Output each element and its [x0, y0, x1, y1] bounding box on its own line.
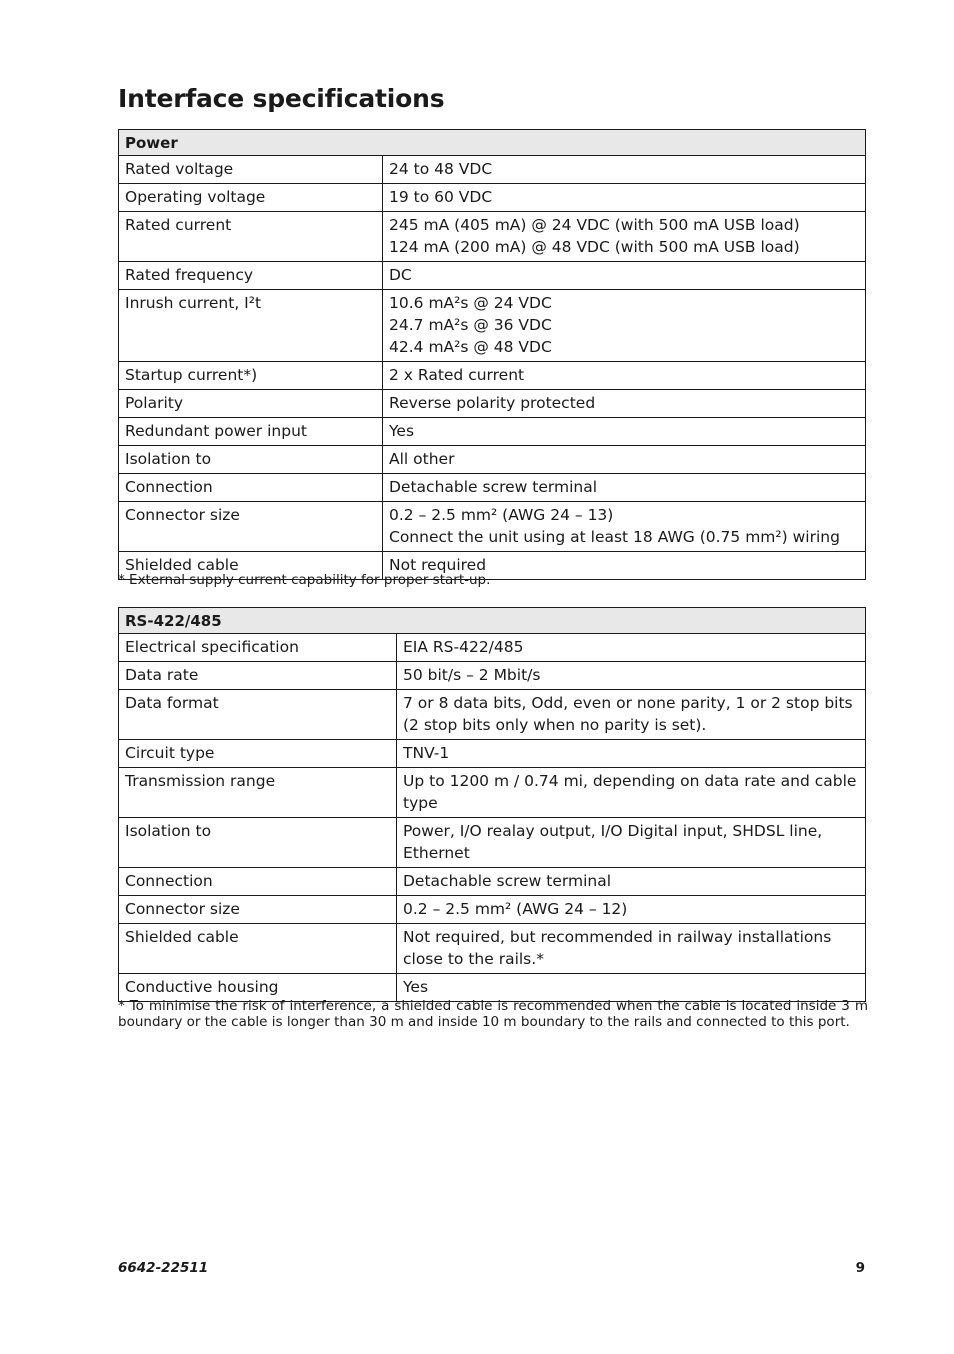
- spec-label: Connection: [119, 474, 383, 502]
- rs-table-header: RS-422/485: [119, 608, 866, 634]
- spec-label: Connection: [119, 868, 397, 896]
- spec-label: Connector size: [119, 502, 383, 552]
- page-number: 9: [855, 1260, 865, 1276]
- spec-value: Power, I/O realay output, I/O Digital input, SHDSL line, Ethernet: [397, 818, 866, 868]
- spec-label: Conductive housing: [119, 974, 397, 1002]
- table-row: [119, 868, 866, 896]
- spec-label: Inrush current, I²t: [119, 290, 383, 362]
- spec-label: Rated voltage: [119, 156, 383, 184]
- table-row: [119, 740, 866, 768]
- power-table-header-row: [119, 130, 866, 156]
- spec-value-line: 19 to 60 VDC: [389, 188, 493, 206]
- spec-value-line: Detachable screw terminal: [389, 478, 598, 496]
- table-row: [119, 262, 866, 290]
- spec-value: 7 or 8 data bits, Odd, even or none parity, 1 or 2 stop bits (2 stop bits only when no parity is set).: [397, 690, 866, 740]
- spec-label: Startup current*): [119, 362, 383, 390]
- spec-value-line: DC: [389, 266, 412, 284]
- spec-value-line: 42.4 mA²s @ 48 VDC: [389, 338, 552, 356]
- spec-value: [383, 212, 866, 262]
- spec-value-line: Connect the unit using at least 18 AWG (0.75 mm²) wiring: [389, 528, 840, 546]
- spec-label: Operating voltage: [119, 184, 383, 212]
- table-row: [119, 290, 866, 362]
- page-title: Interface specifications: [118, 84, 445, 113]
- spec-label: Data rate: [119, 662, 397, 690]
- spec-value: [383, 290, 866, 362]
- spec-value-line: Yes: [389, 422, 415, 440]
- spec-value: [383, 156, 866, 184]
- spec-value-line: 124 mA (200 mA) @ 48 VDC (with 500 mA USB load): [389, 238, 800, 256]
- spec-label: Rated frequency: [119, 262, 383, 290]
- table-row: [119, 924, 866, 974]
- spec-value: Not required, but recommended in railway installations close to the rails.*: [397, 924, 866, 974]
- table-row: [119, 896, 866, 924]
- rs-spec-table: [118, 607, 866, 1002]
- spec-value: [383, 474, 866, 502]
- table-row: [119, 662, 866, 690]
- spec-value-line: 10.6 mA²s @ 24 VDC: [389, 294, 552, 312]
- spec-value: 0.2 – 2.5 mm² (AWG 24 – 12): [397, 896, 866, 924]
- power-footnote: * External supply current capability for proper start-up.: [118, 572, 491, 588]
- spec-value: Detachable screw terminal: [397, 868, 866, 896]
- table-row: [119, 184, 866, 212]
- spec-value: [383, 502, 866, 552]
- rs-table-header-row: [119, 608, 866, 634]
- table-row: [119, 212, 866, 262]
- spec-label: Shielded cable: [119, 552, 383, 580]
- spec-label: Shielded cable: [119, 924, 397, 974]
- power-spec-table: [118, 129, 866, 580]
- spec-value: [383, 262, 866, 290]
- spec-value-line: 2 x Rated current: [389, 366, 525, 384]
- spec-value: Up to 1200 m / 0.74 mi, depending on data rate and cable type: [397, 768, 866, 818]
- spec-label: Connector size: [119, 896, 397, 924]
- table-row: [119, 502, 866, 552]
- spec-value-line: 24.7 mA²s @ 36 VDC: [389, 316, 552, 334]
- rs-footnote: * To minimise the risk of interference, a shielded cable is recommended when the cable is located inside 3 m boundary or the cable is longer than 30 m and inside 10 m boundary to the rails and connected to this port.: [118, 998, 868, 1030]
- table-row: [119, 362, 866, 390]
- spec-label: Circuit type: [119, 740, 397, 768]
- spec-label: Polarity: [119, 390, 383, 418]
- spec-value-line: 0.2 – 2.5 mm² (AWG 24 – 13): [389, 506, 614, 524]
- table-row: [119, 156, 866, 184]
- table-row: [119, 390, 866, 418]
- table-row: [119, 818, 866, 868]
- document-number: 6642-22511: [118, 1260, 209, 1276]
- spec-value: [383, 362, 866, 390]
- spec-value-line: All other: [389, 450, 455, 468]
- table-row: [119, 446, 866, 474]
- spec-value: [383, 390, 866, 418]
- spec-label: Electrical specification: [119, 634, 397, 662]
- spec-label: Data format: [119, 690, 397, 740]
- spec-value-line: 24 to 48 VDC: [389, 160, 493, 178]
- spec-value: TNV-1: [397, 740, 866, 768]
- table-row: [119, 474, 866, 502]
- spec-value: [383, 446, 866, 474]
- spec-value: [383, 184, 866, 212]
- table-row: [119, 634, 866, 662]
- spec-label: Rated current: [119, 212, 383, 262]
- power-table-header: Power: [119, 130, 866, 156]
- spec-value: 50 bit/s – 2 Mbit/s: [397, 662, 866, 690]
- spec-value: Yes: [397, 974, 866, 1002]
- spec-label: Isolation to: [119, 446, 383, 474]
- spec-value-line: Reverse polarity protected: [389, 394, 596, 412]
- table-row: [119, 768, 866, 818]
- spec-value-line: Not required: [389, 556, 487, 574]
- spec-value: [383, 418, 866, 446]
- spec-value-line: 245 mA (405 mA) @ 24 VDC (with 500 mA USB load): [389, 216, 800, 234]
- spec-value: EIA RS-422/485: [397, 634, 866, 662]
- spec-label: Transmission range: [119, 768, 397, 818]
- spec-label: Redundant power input: [119, 418, 383, 446]
- spec-label: Isolation to: [119, 818, 397, 868]
- table-row: [119, 690, 866, 740]
- table-row: [119, 418, 866, 446]
